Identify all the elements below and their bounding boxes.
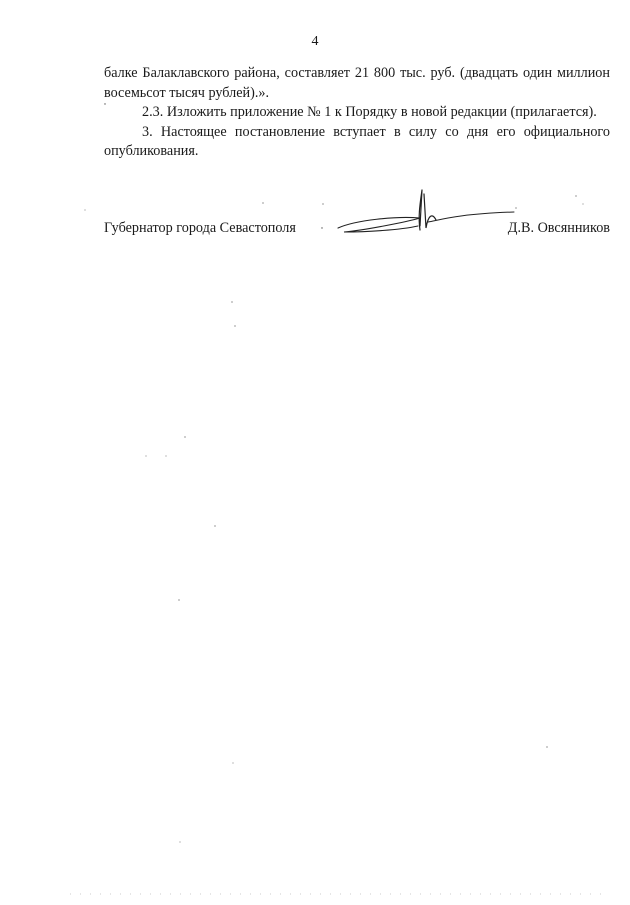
- document-body: [104, 64, 610, 162]
- paragraph-continuation: балке Балаклавского района, составляет 21 800 тыс. руб. (двадцать один миллион восемьсот тысяч рублей).».: [104, 65, 610, 101]
- signer-title: Губернатор города Севастополя: [104, 220, 296, 236]
- handwritten-signature: [336, 186, 516, 246]
- paragraph-2-3: 2.3. Изложить приложение № 1 к Порядку в новой редакции (прилагается).: [142, 104, 597, 120]
- paragraph-3: 3. Настоящее постановление вступает в силу со дня его официального опубликования.: [104, 123, 610, 159]
- page-number: 4: [311, 34, 319, 49]
- signer-name: Д.В. Овсянников: [507, 220, 610, 236]
